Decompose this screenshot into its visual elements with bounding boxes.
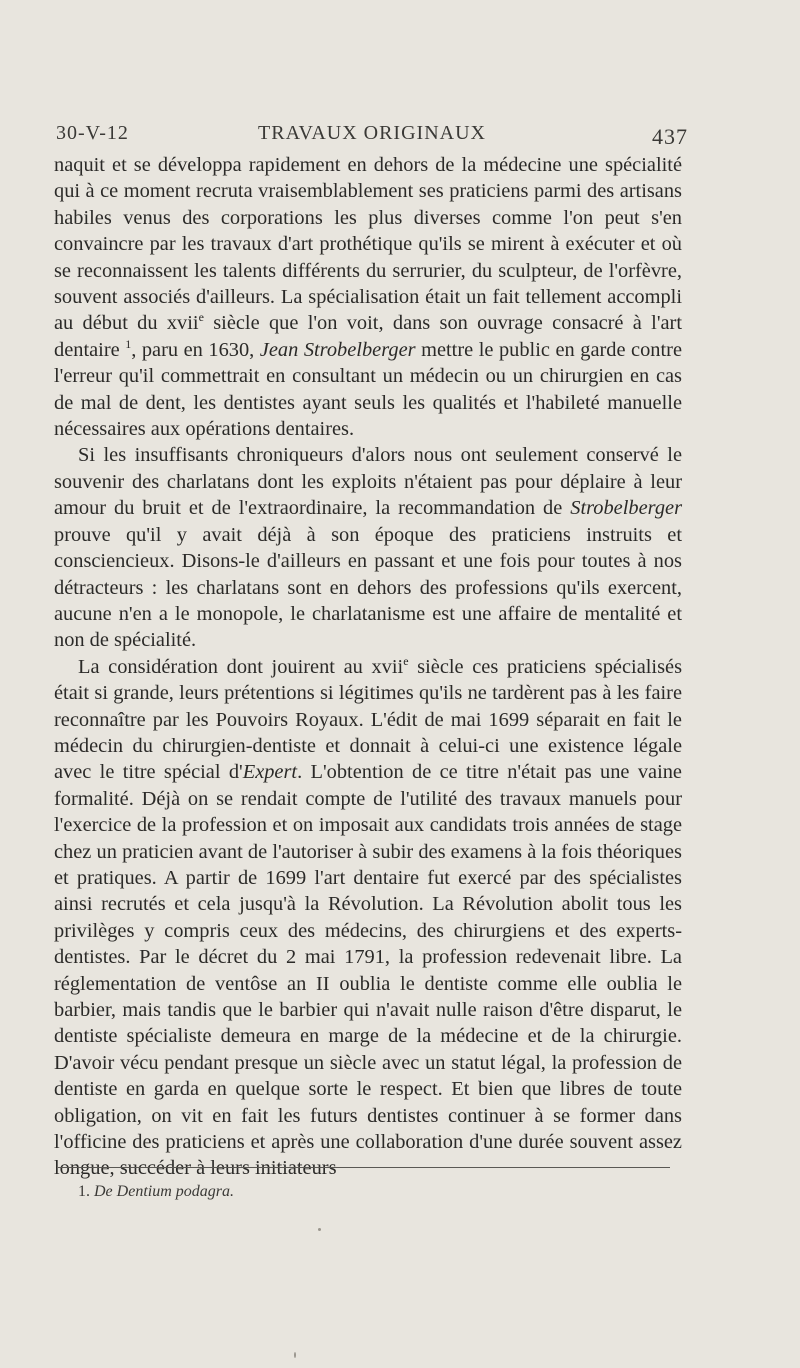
paragraph-3-text-c: . L'obtention de ce titre n'était pas une vaine formalité. Déjà on se rendait compte de l'utilité des travaux manuels pour l'exercice de la profession et on imposait aux candidats trois années de stage chez un praticien avant de l'autoriser à subir des examens à la fois théoriques et pratiques. A partir de 1699 l'art dentaire fut exercé par des spécialistes ainsi recrutés et cela jusqu'à la Révolution. La Révolution abolit tous les privilèges y compris ceux des médecins, des chirurgiens et des experts-dentistes. Par le décret du 2 mai 1791, la profession redevenait libre. La réglementation de ventôse an II oublia le dentiste comme elle oublia le barbier, mais tandis que le barbier qui n'avait nulle raison d'être disparut, le dentiste spécialiste demeura en marge de la médecine et de la chirurgie. D'avoir vécu pendant presque un siècle avec un statut légal, la profession de dentiste en garda en quelque sorte le respect. Et bien que libres de toute obligation, on vit en fait les futurs dentistes continuer à se former dans l'officine des praticiens et après une collaboration d'une durée souvent assez longue, succéder à leurs initiateurs: [54, 761, 682, 1180]
paragraph-3-text-b: siècle ces praticiens spécialisés était si grande, leurs prétentions si légitimes qu'ils ne tardèrent pas à les faire reconnaître par les Pouvoirs Royaux. L'édit de mai 1699 séparait en fait le médecin du chirurgien-dentiste et donnait à celui-ci une existence légale avec le titre spécial d': [54, 655, 683, 784]
paragraph-1-text-a: naquit et se développa rapidement en dehors de la médecine une spécialité qui à ce moment recruta vraisemblablement ses praticiens parmi des artisans habiles venus des corporations les plus diverses comme l'on peut s'en convaincre par les travaux d'art prothétique qu'ils se mirent à exécuter et où se reconnaissent les talents différents du serrurier, du sculpteur, de l'orfèvre, souvent associés d'ailleurs. La spécialisation était un fait tellement accompli au début du xvii: [54, 154, 682, 335]
paragraph-1-text-d: mettre le public en garde contre l'erreur qu'il commettrait en consultant un médecin ou un chirurgien en cas de mal de dent, les dentistes ayant seuls les qualités et l'habileté manuelle nécessaires aux opérations dentaires.: [54, 338, 683, 441]
running-header: [56, 118, 688, 148]
footnote-text: De Dentium podagra.: [94, 1183, 234, 1200]
author-name-italic: Strobelberger: [570, 497, 682, 520]
footnote-divider: [58, 1167, 670, 1168]
footnote-number: 1.: [78, 1183, 90, 1200]
body-text: [54, 152, 682, 1182]
paragraph-2-text-b: prouve qu'il y avait déjà à son époque des praticiens instruits et consciencieux. Disons-le d'ailleurs en passant et une fois pour toutes à nos détracteurs : les charlatans sont en dehors des professions qu'ils exercent, aucune n'en a le monopole, le charlatanisme est une affaire de mentalité et non de spécialité.: [54, 523, 682, 652]
page-number: 437: [652, 124, 688, 149]
paragraph-3: [54, 654, 682, 1182]
header-section-title: TRAVAUX ORIGINAUX: [258, 122, 486, 144]
paragraph-1-text-c: , paru en 1630,: [131, 338, 260, 361]
title-expert-italic: Expert: [242, 761, 298, 784]
paragraph-3-text-a: La considération dont jouirent au xvii: [78, 655, 404, 678]
header-date: 30-V-12: [56, 122, 129, 144]
author-name-italic: Jean Strobelberger: [259, 338, 416, 361]
paragraph-2-text-a: Si les insuffisants chroniqueurs d'alors nous ont seulement conservé le souvenir des charlatans dont les exploits n'étaient pas pour déplaire à leur amour du bruit et de l'extraordinaire, la recommandation de: [54, 444, 682, 520]
footnote-reference: 1: [125, 337, 132, 352]
paragraph-1: [54, 152, 682, 442]
footnote: [78, 1183, 234, 1201]
superscript-century: e: [403, 653, 409, 668]
superscript-century: e: [198, 310, 204, 325]
paper-speck: [294, 1352, 296, 1358]
paragraph-1-text-b: siècle que l'on voit, dans son ouvrage consacré à l'art dentaire: [54, 312, 682, 361]
paper-speck: [318, 1228, 321, 1231]
paragraph-2: [54, 442, 682, 653]
